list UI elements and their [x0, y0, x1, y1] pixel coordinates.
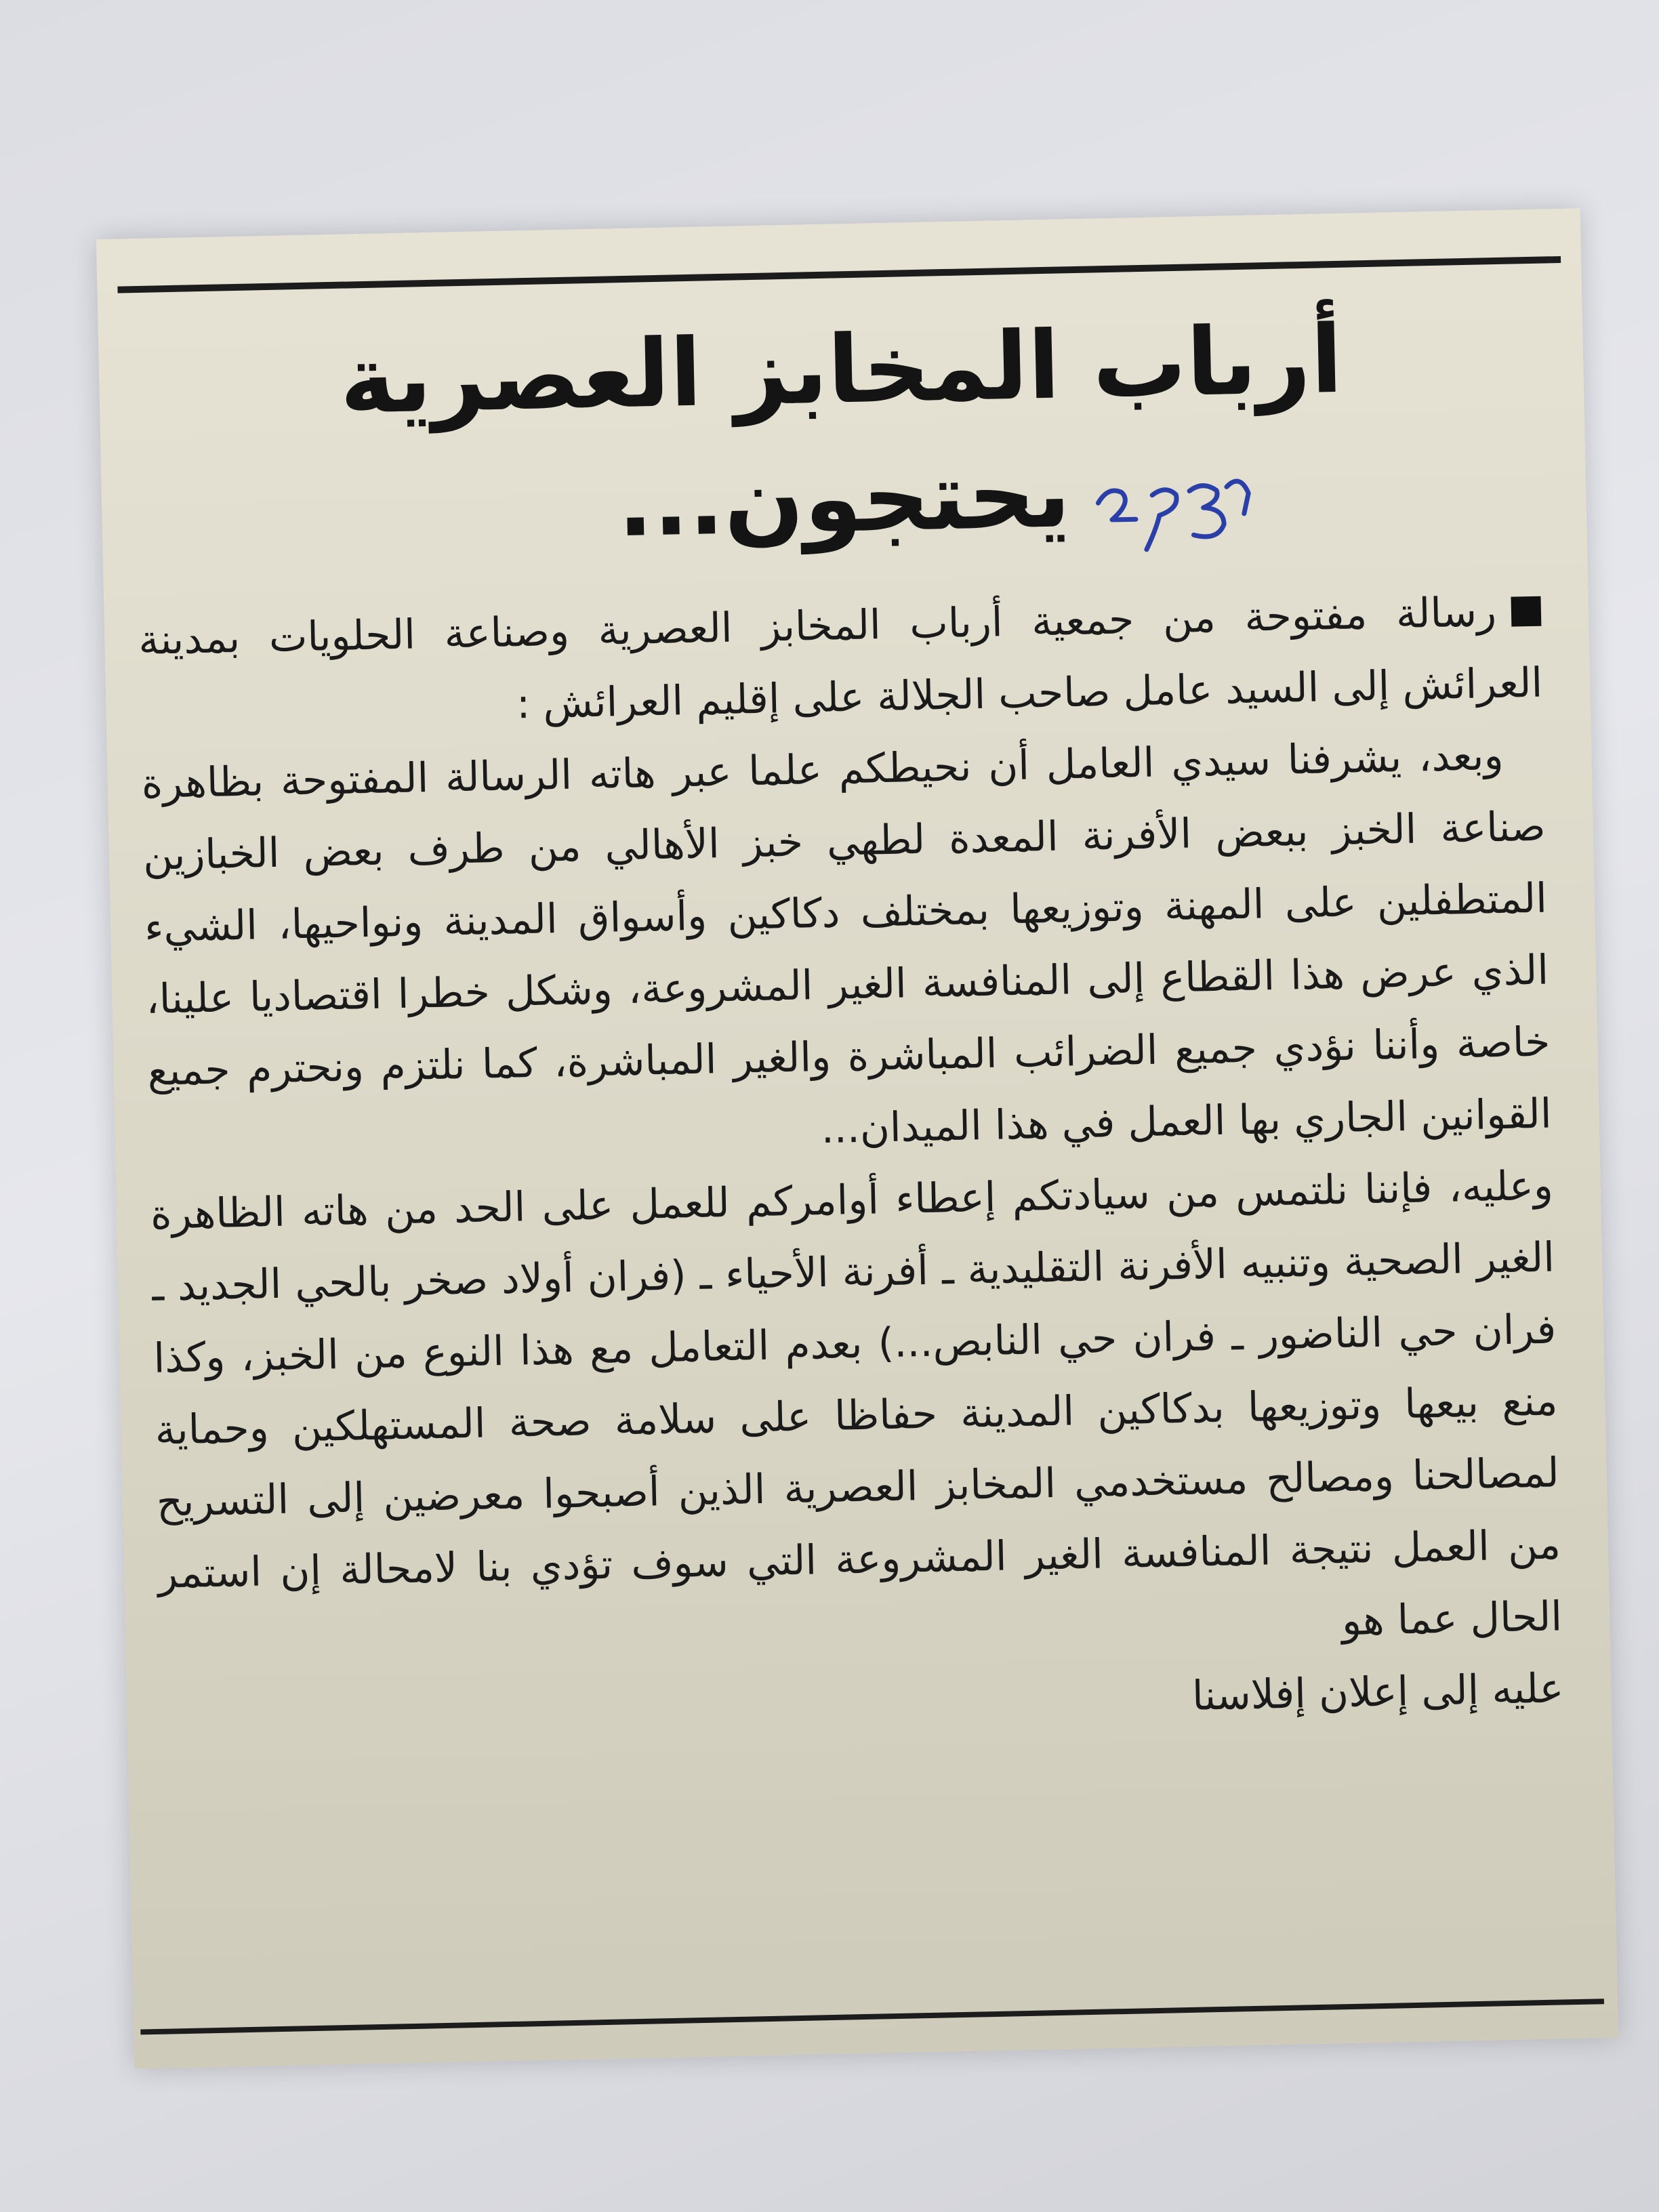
top-rule: [117, 256, 1561, 293]
intro-paragraph: [138, 575, 1543, 748]
headline-line-2: يحتجون...: [616, 439, 1072, 558]
headline: [179, 292, 1506, 577]
paragraph-2: [150, 1150, 1563, 1682]
paragraph-2-text: وعليه، فإننا نلتمس من سيادتكم إعطاء أوامركم للعمل على الحد من هاته الظاهرة الغير الصحية وتنبيه الأفرنة التقليدية ـ أفرنة الأحياء ـ (فران أولاد صخر بالحي الجديد ـ فران حي الناضور ـ فران حي النابص...) بعدم التعامل مع هذا النوع من الخبز، وكذا منع بيعها وتوزيعها بدكاكين المدينة حفاظا على سلامة صحة المستهلكين وحماية لمصالحنا ومصالح مستخدمي المخابز العصرية الذين أصبحوا معرضين إلى التسريح من العمل نتيجة المنافسة الغير المشروعة التي سوف تؤدي بنا لامحالة إن استمر الحال عما هو: [150, 1162, 1563, 1645]
newspaper-clipping: [96, 208, 1618, 2068]
closing-line: عليه إلى إعلان إفلاسنا: [1191, 1664, 1564, 1720]
square-bullet-icon: [1511, 596, 1541, 627]
bottom-rule: [140, 1999, 1604, 2034]
paragraph-1: [141, 719, 1553, 1179]
article-body: [138, 575, 1564, 1754]
headline-line-1: أرباب المخابز العصرية: [338, 305, 1344, 436]
paragraph-1-text: وبعد، يشرفنا سيدي العامل أن نحيطكم علما عبر هاته الرسالة المفتوحة بظاهرة صناعة الخبز ببعض الأفرنة المعدة لطهي خبز الأهالي من طرف بعض الخبازين المتطفلين على المهنة وتوزيعها بمختلف دكاكين وأسواق المدينة ونواحيها، الشيء الذي عرض هذا القطاع إلى المنافسة الغير المشروعة، وشكل خطرا اقتصاديا علينا، خاصة وأننا نؤدي جميع الضرائب المباشرة والغير المباشرة، كما نلتزم ونحترم جميع القوانين الجاري بها العمل في هذا الميدان...: [141, 731, 1553, 1153]
handwritten-note: [1070, 459, 1275, 565]
intro-text: رسالة مفتوحة من جمعية أرباب المخابز العصرية وصناعة الحلويات بمدينة العرائش إلى السيد عامل صاحب الجلالة على إقليم العرائش :: [138, 588, 1543, 729]
